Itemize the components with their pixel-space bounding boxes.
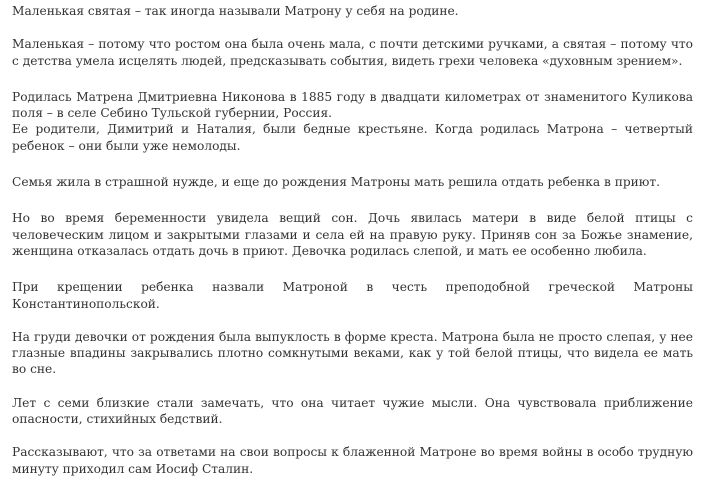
paragraph-gap [12, 69, 693, 89]
paragraph-gap [12, 312, 693, 329]
paragraph-gap [12, 19, 693, 36]
paragraph-10: Рассказывают, что за ответами на свои вопросы к блаженной Матроне во время войны в особо трудную минуту приходил сам Иосиф Сталин. [12, 445, 693, 476]
paragraph-2: Маленькая – потому что ростом она была очень мала, с почти детскими ручками, а святая – потому что с детства умела исцелять людей, предсказывать события, видеть грехи человека «духовным зрением». [12, 37, 693, 68]
paragraph-5: Семья жила в страшной нужде, и еще до рождения Матроны мать решила отдать ребенка в приют. [12, 175, 661, 190]
paragraph-1: Маленькая святая – так иногда называли Матрону у себя на родине. [12, 4, 459, 18]
paragraph-8: На груди девочки от рождения была выпуклость в форме креста. Матрона была не просто слепая, у нее глазные впадины закрывались плотно сомкнутыми веками, как у той белой птицы, что видела ее мать во сне. [12, 329, 693, 377]
paragraph-7: При крещении ребенка назвали Матроной в честь преподобной греческой Матроны Константинопольской. [12, 280, 693, 311]
paragraph-4: Ее родители, Димитрий и Наталия, были бедные крестьяне. Когда родилась Матрона – четвертый ребенок – они были уже немолоды. [12, 122, 693, 153]
paragraph-gap [12, 190, 693, 210]
paragraph-3: Родилась Матрена Дмитриевна Никонова в 1885 году в двадцати километрах от знаменитого Куликова поля – в селе Себино Тульской губернии, Россия. [12, 89, 693, 121]
paragraph-gap [12, 427, 693, 444]
paragraph-6: Но во время беременности увидела вещий сон. Дочь явилась матери в виде белой птицы с человеческим лицом и закрытыми глазами и села ей на правую руку. Приняв сон за Божье знамение, женщина отказалась отдать дочь в приют. Девочка родилась слепой, и мать ее особенно любила. [12, 211, 693, 258]
paragraph-9: Лет с семи близкие стали замечать, что она читает чужие мысли. Она чувствовала приближение опасности, стихийных бедствий. [12, 395, 693, 427]
paragraph-gap [12, 378, 693, 395]
article-body [12, 3, 693, 477]
paragraph-gap [12, 154, 693, 174]
paragraph-gap [12, 259, 693, 279]
